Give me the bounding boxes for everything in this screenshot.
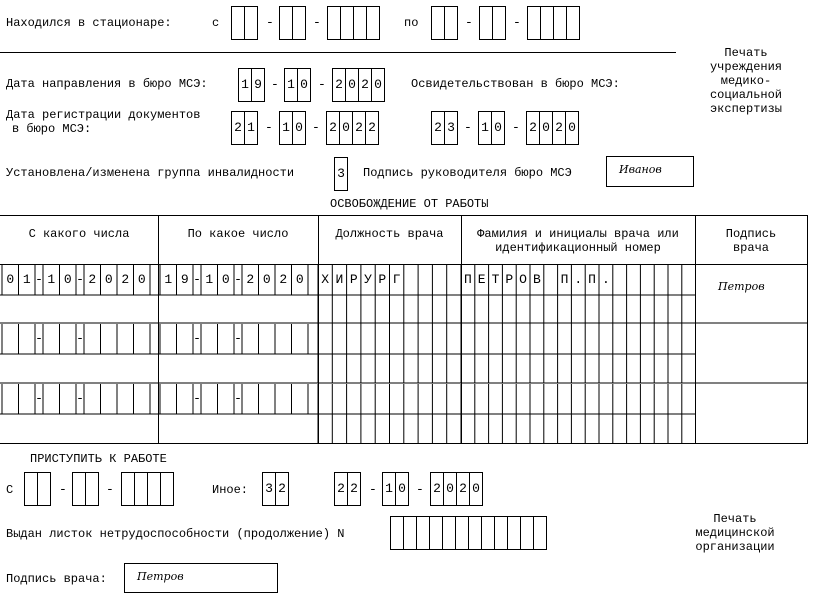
char-cell: 0 [345,68,359,102]
char-cell [366,6,380,40]
char-cell: 1 [478,111,492,145]
char-cell [494,516,508,550]
char-cell [566,6,580,40]
return-day[interactable] [24,472,51,506]
header-doctor-line1: Фамилия и инициалы врача или [477,227,679,241]
doctor-signature-box[interactable] [124,563,278,593]
char-cell: 0 [371,68,385,102]
char-cell: 1 [244,111,258,145]
release-position-cell: Р [378,272,387,287]
release-date-cell: 2 [279,272,288,287]
head-signature: Иванов [619,163,662,176]
release-date-cell: 2 [246,272,255,287]
release-date-cell: 0 [63,272,72,287]
mse-referral-day[interactable] [238,68,265,102]
char-cell [292,6,306,40]
dash: - [234,272,242,287]
char-cell [134,472,148,506]
char-cell [147,472,161,506]
char-cell [507,516,521,550]
head-signature-label: Подпись руководителя бюро МСЭ [363,166,572,180]
hospital-to-year[interactable] [527,6,580,40]
mse-registration-label-line1: Дата регистрации документов [6,108,201,122]
header-from: С какого числа [28,227,130,241]
char-cell: 3 [334,157,348,191]
header-signature-line1: Подпись [725,227,777,241]
return-month[interactable] [72,472,99,506]
char-cell [244,6,258,40]
dash: - [234,391,242,406]
char-cell: 0 [339,111,353,145]
dash: - [193,331,201,346]
medical-stamp-label: Печать медицинской организации [695,512,775,554]
dash: - [35,272,43,287]
return-from-label: С [6,483,14,497]
char-cell: 1 [238,68,252,102]
char-cell [72,472,86,506]
release-doctor-cell: П [588,272,596,287]
char-cell: 0 [491,111,505,145]
char-cell: 0 [469,472,483,506]
char-cell [416,516,430,550]
disability-group-label: Установлена/изменена группа инвалидности [6,166,295,180]
char-cell [533,516,547,550]
dash: - [76,331,84,346]
dash: - [35,391,43,406]
release-doctor-cell: О [519,272,527,287]
continuation-number[interactable] [390,516,547,550]
char-cell [468,516,482,550]
dash: - [193,391,201,406]
char-cell [444,6,458,40]
other-day[interactable] [334,472,361,506]
char-cell: 0 [297,68,311,102]
char-cell [553,6,567,40]
dash: - [271,77,279,92]
release-position-cell: Г [392,272,401,287]
dash: - [266,15,274,30]
dash: - [35,331,43,346]
release-doctor-cell: П [560,272,569,287]
char-cell: 2 [332,68,346,102]
table-right-border [807,215,808,443]
mse-registration-day[interactable] [231,111,258,145]
char-cell: 1 [382,472,396,506]
separator [0,52,676,53]
mse-exam-day[interactable] [431,111,458,145]
char-cell [403,516,417,550]
char-cell: 2 [275,472,289,506]
header-position: Должность врача [335,227,444,241]
char-cell: 3 [262,472,276,506]
dash: - [465,15,473,30]
char-cell: 1 [284,68,298,102]
char-cell [429,516,443,550]
release-position-cell: Р [349,272,358,287]
char-cell: 0 [443,472,457,506]
dash: - [76,391,84,406]
char-cell [431,6,445,40]
release-position-cell: Х [321,272,330,287]
return-to-work-title: ПРИСТУПИТЬ К РАБОТЕ [30,452,167,466]
release-title: ОСВОБОЖДЕНИЕ ОТ РАБОТЫ [330,197,489,211]
release-date-cell: 2 [121,272,130,287]
release-date-cell: 0 [221,272,230,287]
header-doctor-line2: идентификационный номер [495,241,661,255]
hospital-from-month[interactable] [279,6,306,40]
release-date-cell: 0 [262,272,271,287]
mse-examined-label: Освидетельствован в бюро МСЭ: [411,77,620,91]
dash: - [76,272,84,287]
char-cell [527,6,541,40]
hospital-label: Находился в стационаре: [6,16,172,30]
char-cell [455,516,469,550]
mse-exam-year[interactable] [526,111,579,145]
head-signature-box[interactable] [606,156,694,187]
char-cell [231,6,245,40]
dash: - [318,77,326,92]
dash: - [265,120,273,135]
disability-group-box[interactable] [334,157,348,191]
return-year[interactable] [121,472,174,506]
mse-registration-year[interactable] [326,111,379,145]
char-cell: 1 [279,111,293,145]
char-cell [520,516,534,550]
char-cell: 0 [395,472,409,506]
release-date-cell: 1 [205,272,214,287]
char-cell [479,6,493,40]
release-signature: Петров [718,280,765,293]
char-cell [353,6,367,40]
other-label: Иное: [212,483,249,497]
header-signature-line2: врача [732,241,769,255]
release-date-cell: 1 [47,272,56,287]
dash: - [312,120,320,135]
release-doctor-cell: . [601,272,610,287]
dash: - [513,15,521,30]
other-month[interactable] [382,472,409,506]
hospital-to-day[interactable] [431,6,458,40]
char-cell [85,472,99,506]
dash: - [59,482,67,497]
char-cell: 2 [526,111,540,145]
char-cell: 2 [334,472,348,506]
mse-registration-month[interactable] [279,111,306,145]
continuation-label: Выдан листок нетрудоспособности (продолжение) N [6,527,345,541]
release-date-cell: 0 [104,272,113,287]
release-position-cell: У [364,272,372,287]
release-doctor-cell: Е [477,272,486,287]
release-date-cell: 0 [295,272,304,287]
doctor-signature-label: Подпись врача: [6,572,107,586]
table-bottom-border [0,443,808,444]
char-cell: 2 [552,111,566,145]
char-cell [24,472,38,506]
char-cell: 3 [444,111,458,145]
char-cell: 0 [539,111,553,145]
dash: - [193,272,201,287]
release-position-cell: И [335,272,344,287]
release-date-cell: 1 [164,272,173,287]
char-cell [37,472,51,506]
release-doctor-cell: Р [505,272,514,287]
release-date-cell: 2 [88,272,97,287]
release-doctor-cell: В [532,272,541,287]
header-to: По какое число [187,227,289,241]
char-cell: 0 [292,111,306,145]
char-cell: 2 [365,111,379,145]
mse-referral-month[interactable] [284,68,311,102]
release-date-cell: 1 [22,272,31,287]
char-cell: 2 [456,472,470,506]
char-cell: 2 [358,68,372,102]
char-cell [442,516,456,550]
hospital-from-year[interactable] [327,6,380,40]
char-cell [160,472,174,506]
char-cell: 2 [431,111,445,145]
table-col-divider [158,215,159,443]
char-cell [540,6,554,40]
release-doctor-cell: . [574,272,583,287]
dash: - [106,482,114,497]
hospital-to-label: по [404,16,419,30]
dash: - [416,482,424,497]
char-cell: 2 [352,111,366,145]
table-col-divider [318,215,319,443]
table-top-border [0,215,808,216]
dash: - [234,331,242,346]
char-cell: 2 [347,472,361,506]
char-cell [279,6,293,40]
mse-exam-month[interactable] [478,111,505,145]
mse-referral-year[interactable] [332,68,385,102]
release-date-cell: 0 [137,272,146,287]
char-cell [481,516,495,550]
mse-registration-label-line2: в бюро МСЭ: [12,122,92,136]
release-date-cell: 9 [180,272,189,287]
char-cell: 2 [231,111,245,145]
other-year[interactable] [430,472,483,506]
char-cell [340,6,354,40]
char-cell: 0 [565,111,579,145]
char-cell: 9 [251,68,265,102]
hospital-from-day[interactable] [231,6,258,40]
mse-referral-label: Дата направления в бюро МСЭ: [6,77,208,91]
release-doctor-cell: П [463,272,472,287]
char-cell [121,472,135,506]
char-cell: 2 [430,472,444,506]
release-date-cell: 0 [6,272,15,287]
release-doctor-cell: Т [491,272,500,287]
dash: - [512,120,520,135]
dash: - [464,120,472,135]
char-cell [390,516,404,550]
char-cell: 2 [326,111,340,145]
dash: - [369,482,377,497]
mse-stamp-label: Печать учреждения медико-социальной экспертизы [709,46,782,116]
dash: - [313,15,321,30]
doctor-signature: Петров [137,570,184,583]
char-cell [327,6,341,40]
char-cell [492,6,506,40]
other-code[interactable] [262,472,289,506]
hospital-to-month[interactable] [479,6,506,40]
hospital-from-label: с [212,16,220,30]
